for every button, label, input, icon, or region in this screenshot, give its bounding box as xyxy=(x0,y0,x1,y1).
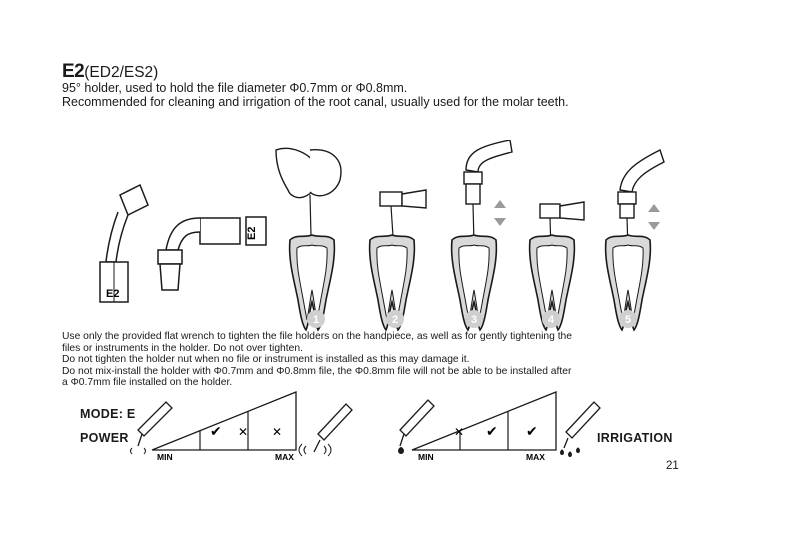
step-number-1 xyxy=(307,310,325,328)
step-5-drawing xyxy=(598,150,664,330)
installation-illustrations xyxy=(0,140,800,340)
step-number-3 xyxy=(465,310,483,328)
irrigation-label: IRRIGATION xyxy=(597,431,673,445)
note-line-5: a Φ0.7mm file installed on the holder. xyxy=(62,377,233,389)
step-3-drawing xyxy=(444,140,512,330)
power-max-label: MAX xyxy=(275,452,294,462)
svg-text:5: 5 xyxy=(624,314,632,326)
holder-label-left: E2 xyxy=(106,288,120,300)
step-number-2 xyxy=(386,310,404,328)
mode-scales xyxy=(0,385,800,465)
note-line-1: Use only the provided flat wrench to tighten the file holders on the handpiece, as well as for gently tightening the xyxy=(62,331,573,342)
irrigation-min-label: MIN xyxy=(418,452,434,462)
holder-label-right: E2 xyxy=(246,226,258,240)
title-block xyxy=(62,63,762,109)
holder-title xyxy=(62,63,762,81)
power-mark-1: ✔ xyxy=(210,424,222,440)
step-number-4 xyxy=(542,310,560,328)
holder-code: E2 xyxy=(62,61,85,82)
mode-label: MODE: E xyxy=(80,407,136,421)
svg-text:4: 4 xyxy=(547,314,555,326)
note-line-2: files or instruments in the holder. Do not over tighten. xyxy=(62,342,303,354)
irrigation-mark-2: ✔ xyxy=(486,424,498,440)
irrigation-scale xyxy=(412,392,556,462)
power-mark-3: ✕ xyxy=(272,425,283,439)
note-line-3: Do not tighten the holder nut when no file or instrument is installed as this may damage it. xyxy=(62,354,470,366)
svg-text:3: 3 xyxy=(470,314,478,326)
svg-text:2: 2 xyxy=(391,314,399,326)
irrigation-mark-3: ✔ xyxy=(526,424,538,440)
holder-description-1: 95° holder, used to hold the file diameter Φ0.7mm or Φ0.8mm. xyxy=(62,81,408,95)
holder-drawing-2 xyxy=(158,217,266,290)
irrigation-max-label: MAX xyxy=(526,452,545,462)
holder-variant: (ED2/ES2) xyxy=(84,64,159,81)
power-mark-2: ✕ xyxy=(238,425,249,439)
holder-drawing-1 xyxy=(100,185,148,302)
holder-description-2: Recommended for cleaning and irrigation of the root canal, usually used for the molar teeth. xyxy=(62,95,569,109)
irrigation-mark-1: ✕ xyxy=(454,425,465,439)
usage-notes xyxy=(62,331,682,389)
step-number-5 xyxy=(619,310,637,328)
step-2-drawing xyxy=(362,190,426,330)
step-1-drawing xyxy=(276,148,342,330)
svg-text:1: 1 xyxy=(312,314,320,326)
handpiece-water-icon xyxy=(560,402,600,457)
power-label: POWER xyxy=(80,431,129,445)
page-number: 21 xyxy=(666,460,679,472)
power-min-label: MIN xyxy=(157,452,173,462)
note-line-4: Do not mix-install the holder with Φ0.7mm and Φ0.8mm file, the Φ0.8mm file will not be able to be installed after xyxy=(62,365,572,377)
handpiece-vibration-icon xyxy=(299,404,352,456)
power-scale xyxy=(152,392,296,462)
